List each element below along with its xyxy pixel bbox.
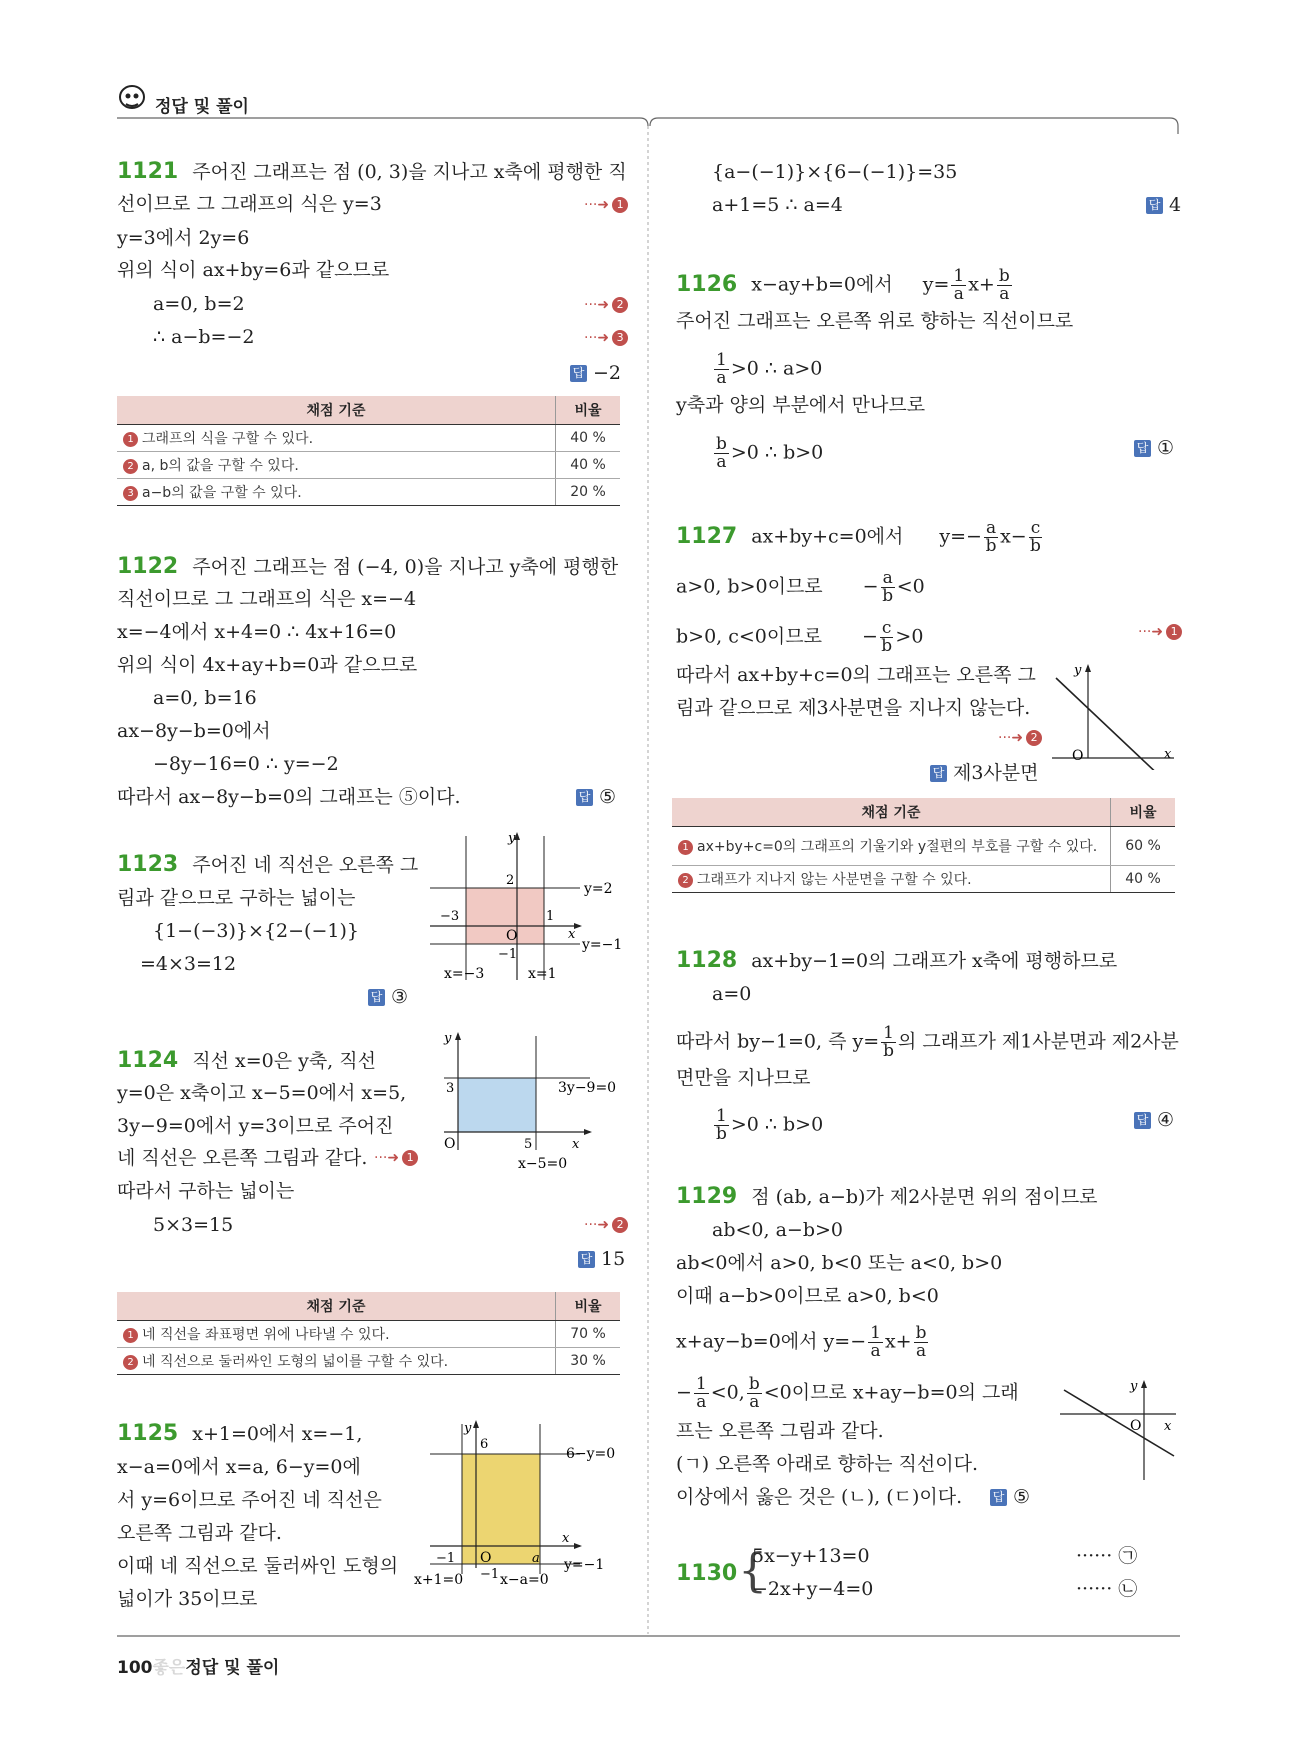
equation: 5x−y+13=0 <box>752 1545 870 1567</box>
svg-text:y: y <box>1130 1379 1138 1394</box>
line: 3y−9=0에서 y=3이므로 주어진 <box>117 1115 394 1137</box>
problem-number: 1128 <box>676 948 738 973</box>
line: =4×3=12 <box>140 953 237 975</box>
footer-title: 정답 및 풀이 <box>185 1658 280 1678</box>
line: 주어진 그래프는 오른쪽 위로 향하는 직선이므로 <box>676 310 1074 332</box>
graph-1127 <box>1050 660 1180 770</box>
svg-text:5: 5 <box>524 1137 533 1152</box>
line: a=0, b=16 <box>153 687 257 709</box>
line: 직선이므로 그 그래프의 식은 x=−4 <box>117 588 417 610</box>
line: 주어진 네 직선은 오른쪽 그 <box>192 854 419 876</box>
brace: { <box>738 1543 768 1597</box>
svg-text:−3: −3 <box>440 909 460 924</box>
step-marker: ···➜ 3 <box>584 330 628 346</box>
line: b>0, c<0이므로 − $\frac{c}{b}$ >0 <box>676 618 924 656</box>
problem-number: 1123 <box>117 852 179 877</box>
equation: −2x+y−4=0 <box>752 1578 874 1600</box>
scoring-table-1124 <box>117 1292 620 1375</box>
svg-text:x+1=0: x+1=0 <box>414 1572 464 1588</box>
answer: 답 ⑤ <box>990 1485 1030 1509</box>
line: 림과 같으므로 구하는 넓이는 <box>117 887 356 909</box>
graph-1129 <box>1058 1376 1182 1486</box>
svg-text:6−y=0: 6−y=0 <box>566 1446 616 1462</box>
line: 따라서 by−1=0, 즉 y= $\frac{1}{b}$ 의 그래프가 제1사분면과 제2사분 <box>676 1023 1179 1061</box>
line: − $\frac{1}{a}$ <0, $\frac{b}{a}$ <0이므로 x+ay−b=0의 그래 <box>676 1374 1019 1412</box>
line: x+1=0에서 x=−1, <box>192 1423 363 1445</box>
line: {1−(−3)}×{2−(−1)} <box>153 920 359 942</box>
step-marker: ···➜ 2 <box>584 1217 628 1233</box>
line: x−a=0에서 x=a, 6−y=0에 <box>117 1456 361 1478</box>
line: $\frac{b}{a}$ >0 ∴ b>0 <box>716 434 824 472</box>
line: x+ay−b=0에서 y=− $\frac{1}{a}$ x+ $\frac{b}{a}$ <box>676 1323 927 1361</box>
line: a+1=5 ∴ a=4 <box>712 194 843 216</box>
line: 이때 네 직선으로 둘러싸인 도형의 <box>117 1555 399 1577</box>
svg-text:y=−1: y=−1 <box>582 937 623 953</box>
step-marker: ···➜ 1 <box>374 1150 418 1166</box>
svg-text:y: y <box>1074 663 1082 678</box>
svg-text:x=−3: x=−3 <box>444 966 485 982</box>
line: y=3에서 2y=6 <box>117 227 250 249</box>
line: 따라서 ax+by+c=0의 그래프는 오른쪽 그 <box>676 664 1036 686</box>
problem-number: 1122 <box>117 554 179 579</box>
footer <box>117 1653 279 1678</box>
line: 림과 같으므로 제3사분면을 지나지 않는다. <box>676 697 1031 719</box>
problem-number: 1124 <box>117 1048 179 1073</box>
table-row: 1 ax+by+c=0의 그래프의 기울기와 y절편의 부호를 구할 수 있다. 60 % <box>672 827 1175 866</box>
line: 이상에서 옳은 것은 (ㄴ), (ㄷ)이다. <box>676 1486 963 1508</box>
svg-text:y: y <box>508 831 516 846</box>
svg-text:O: O <box>1130 1418 1142 1434</box>
svg-text:−1: −1 <box>436 1551 456 1566</box>
col-header: 채점 기준 <box>672 798 1111 827</box>
table-row: 1 그래프의 식을 구할 수 있다. 40 % <box>117 425 620 452</box>
line: 오른쪽 그림과 같다. <box>117 1522 282 1544</box>
svg-text:x=1: x=1 <box>528 966 557 982</box>
svg-text:y: y <box>444 1031 452 1046</box>
svg-text:x: x <box>562 1531 570 1546</box>
svg-text:O: O <box>480 1550 492 1566</box>
scoring-table-1127 <box>672 798 1175 893</box>
line: $\frac{1}{b}$ >0 ∴ b>0 <box>715 1106 824 1144</box>
svg-text:x: x <box>568 927 576 942</box>
answer: 답 −2 <box>570 361 621 385</box>
problem-number: 1126 <box>676 271 738 297</box>
line: 주어진 그래프는 점 (0, 3)을 지나고 x축에 평행한 직 <box>192 161 627 183</box>
line: 위의 식이 4x+ay+b=0과 같으므로 <box>117 654 418 676</box>
svg-text:−1: −1 <box>480 1567 500 1582</box>
line: ab<0에서 a>0, b<0 또는 a<0, b>0 <box>676 1252 1003 1274</box>
line: (ㄱ) 오른쪽 아래로 향하는 직선이다. <box>676 1453 978 1475</box>
svg-text:x: x <box>1164 747 1172 762</box>
table-row: 2 a, b의 값을 구할 수 있다. 40 % <box>117 452 620 479</box>
line: 면만을 지나므로 <box>676 1067 811 1089</box>
col-header: 비율 <box>556 1292 621 1321</box>
problem-number: 1121 <box>117 159 179 184</box>
svg-text:y=2: y=2 <box>584 881 613 897</box>
line: 5×3=15 <box>153 1214 234 1236</box>
table-row: 1 네 직선을 좌표평면 위에 나타낼 수 있다. 70 % <box>117 1321 620 1348</box>
graph-1123 <box>430 830 630 990</box>
step-marker: ···➜ 2 <box>998 730 1042 746</box>
col-header: 비율 <box>556 396 621 425</box>
step-marker: ···➜ 2 <box>584 297 628 313</box>
answer: 답 ① <box>1134 436 1174 460</box>
col-header: 채점 기준 <box>117 396 556 425</box>
line: y=0은 x축이고 x−5=0에서 x=5, <box>117 1082 407 1104</box>
line: 넓이가 35이므로 <box>117 1588 258 1610</box>
step-marker: ···➜ 1 <box>584 197 628 213</box>
svg-text:1: 1 <box>546 909 555 924</box>
line: {a−(−1)}×{6−(−1)}=35 <box>712 161 958 183</box>
col-header: 비율 <box>1111 798 1176 827</box>
line: 네 직선은 오른쪽 그림과 같다. <box>117 1147 368 1169</box>
equation-marker: ······ ㉡ <box>1076 1578 1138 1600</box>
answer: 답 ③ <box>368 985 408 1009</box>
table-row: 3 a−b의 값을 구할 수 있다. 20 % <box>117 479 620 506</box>
svg-text:−1: −1 <box>498 947 518 962</box>
line: 위의 식이 ax+by=6과 같으므로 <box>117 259 390 281</box>
watermark: 좋은 <box>152 1658 186 1678</box>
line: 선이므로 그 그래프의 식은 y=3 <box>117 193 382 215</box>
equation-marker: ······ ㉠ <box>1076 1545 1138 1567</box>
answer: 답 제3사분면 <box>930 761 1039 785</box>
scoring-table-1121 <box>117 396 620 506</box>
graph-1124 <box>440 1030 630 1180</box>
svg-text:y=−1: y=−1 <box>564 1557 605 1573</box>
svg-text:6: 6 <box>480 1437 489 1452</box>
table-row: 2 네 직선으로 둘러싸인 도형의 넓이를 구할 수 있다. 30 % <box>117 1348 620 1375</box>
col-header: 채점 기준 <box>117 1292 556 1321</box>
svg-text:a: a <box>532 1551 540 1566</box>
line: $\frac{1}{a}$ >0 ∴ a>0 <box>716 350 823 388</box>
line: a=0, b=2 <box>153 293 245 315</box>
svg-text:x: x <box>572 1137 580 1152</box>
svg-text:O: O <box>506 928 518 944</box>
line: 따라서 ax−8y−b=0의 그래프는 ⑤이다. <box>117 786 461 808</box>
answer: 답 15 <box>578 1247 625 1271</box>
line: ax−8y−b=0에서 <box>117 720 271 742</box>
svg-text:x−a=0: x−a=0 <box>500 1572 549 1588</box>
svg-text:3y−9=0: 3y−9=0 <box>558 1080 617 1096</box>
answer: 답 ④ <box>1134 1108 1174 1132</box>
line: 프는 오른쪽 그림과 같다. <box>676 1420 884 1442</box>
line: x=−4에서 x+4=0 ∴ 4x+16=0 <box>117 621 397 643</box>
line: 서 y=6이므로 주어진 네 직선은 <box>117 1489 382 1511</box>
svg-text:x: x <box>1164 1419 1172 1434</box>
page-number: 100 <box>117 1658 153 1678</box>
line: 직선 x=0은 y축, 직선 <box>192 1050 376 1072</box>
line: 주어진 그래프는 점 (−4, 0)을 지나고 y축에 평행한 <box>192 556 619 578</box>
problem-number: 1125 <box>117 1421 179 1446</box>
line: ab<0, a−b>0 <box>712 1219 843 1241</box>
svg-text:O: O <box>1072 748 1084 764</box>
svg-text:2: 2 <box>506 873 515 888</box>
line: −8y−16=0 ∴ y=−2 <box>153 753 339 775</box>
problem-number: 1127 <box>676 523 738 549</box>
line: 따라서 구하는 넓이는 <box>117 1180 295 1202</box>
svg-text:3: 3 <box>446 1081 455 1096</box>
line: a>0, b>0이므로 − $\frac{a}{b}$ <0 <box>676 568 925 606</box>
svg-text:x−5=0: x−5=0 <box>518 1156 568 1172</box>
graph-1125 <box>410 1418 630 1588</box>
line: y축과 양의 부분에서 만나므로 <box>676 394 926 416</box>
svg-text:O: O <box>444 1136 456 1152</box>
problem-number: 1129 <box>676 1184 738 1209</box>
table-row: 2 그래프가 지나지 않는 사분면을 구할 수 있다. 40 % <box>672 866 1175 893</box>
step-marker: ···➜ 1 <box>1138 624 1182 640</box>
header-title: 정답 및 풀이 <box>155 97 249 117</box>
answer: 답 4 <box>1146 193 1181 217</box>
line: ∴ a−b=−2 <box>153 326 255 348</box>
svg-text:y: y <box>464 1421 472 1436</box>
answer: 답 ⑤ <box>576 785 616 809</box>
line: a=0 <box>712 983 752 1005</box>
problem-number: 1130 <box>676 1561 738 1586</box>
line: 이때 a−b>0이므로 a>0, b<0 <box>676 1285 939 1307</box>
